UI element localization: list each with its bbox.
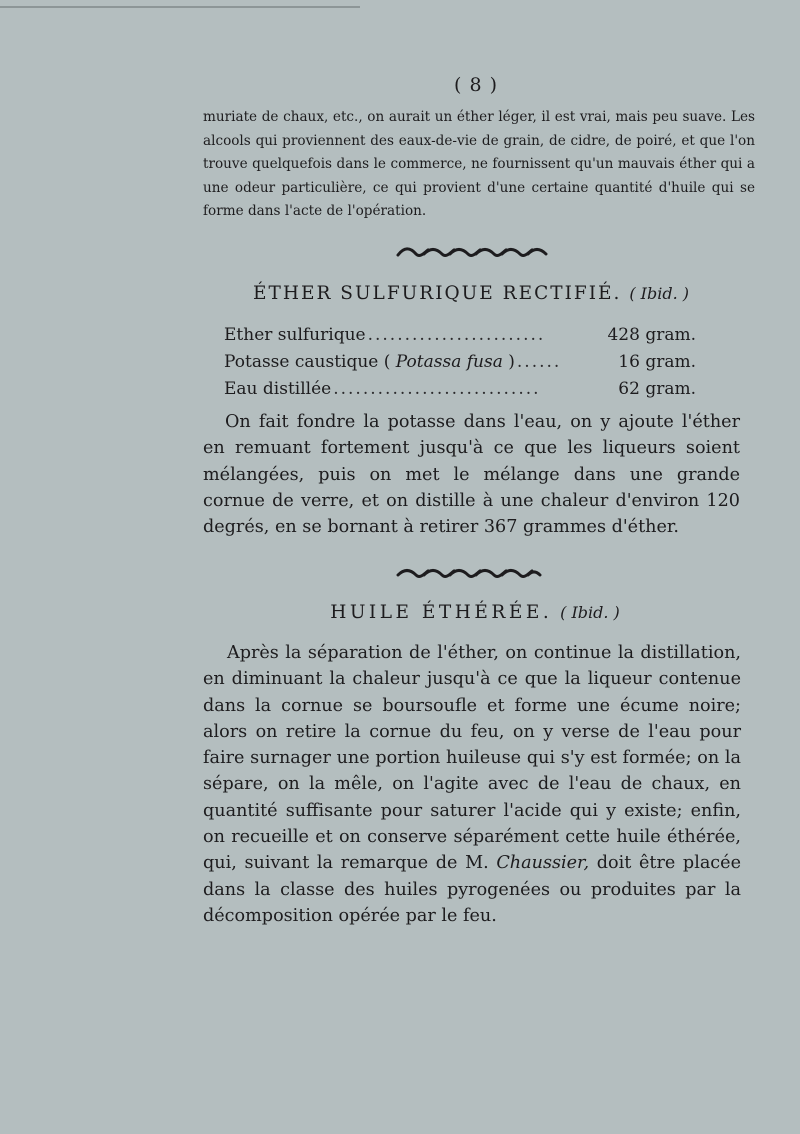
ingredient-name: Ether sulfurique (224, 325, 366, 345)
section-reference: ( Ibid. ) (629, 284, 689, 303)
oil-text-end: doit être placée dans la classe des huiles pyrogenées ou produites par la décomposition opérée par le feu. (203, 853, 741, 926)
ingredient-row (224, 376, 696, 403)
section-title: ÉTHER SULFURIQUE RECTIFIÉ. (253, 283, 622, 304)
ingredient-quantity: 16 gram. (618, 352, 696, 372)
intro-paragraph (203, 106, 755, 224)
section-title: HUILE ÉTHÉRÉE. (330, 602, 553, 623)
ingredient-list (224, 322, 696, 403)
author-name: Chaussier, (496, 853, 590, 874)
leader-dots: ...... (516, 352, 562, 372)
ether-procedure-paragraph: On fait fondre la potasse dans l'eau, on y ajoute l'éther en remuant fortement jusqu'à ce que les liqueurs soient mélangées, puis on met le mélange dans une grande cornue de verre, et on distille à une chaleur d'environ 120 degrés, en se bornant à retirer 367 grammes d'éther. (203, 412, 740, 538)
leader-dots: ........................ (367, 325, 546, 345)
oil-text-start: Après la séparation de l'éther, on continue la distillation, en diminuant la chaleur jusqu'à ce que la liqueur contenue dans la cornue se boursoufle et forme une écume noire; alors on retire la cornue du feu, on y verse de l'eau pour faire surnager une portion huileuse qui s'y est formée; on la sépare, on la mêle, on l'agite avec de l'eau de chaux, en quantité suffisante pour saturer l'acide qui y existe; enfin, on recueille et on conserve séparément cette huile éthérée, qui, suivant la remarque de M. (203, 643, 741, 874)
ornament-divider (396, 566, 542, 580)
intro-text: muriate de chaux, etc., on aurait un éther léger, il est vrai, mais peu suave. Les alcools qui proviennent des eaux-de-vie de grain, de cidre, de poiré, et que l'on trouve quelquefois dans le commerce, ne fournissent qu'un mauvais éther qui a une odeur particulière, ce qui provient d'une certaine quantité d'huile qui se forme dans l'acte de l'opération. (203, 109, 755, 219)
ingredient-name: Eau distillée (224, 379, 332, 399)
ingredient-quantity: 428 gram. (607, 325, 696, 345)
ingredient-row (224, 349, 696, 376)
wave-ornament-icon (396, 245, 548, 259)
ingredient-row (224, 322, 696, 349)
ingredient-latin-name: Potassa fusa (395, 352, 503, 372)
section-heading-oil (175, 602, 775, 623)
oil-procedure-paragraph (203, 640, 741, 929)
ingredient-quantity: 62 gram. (618, 379, 696, 399)
ornament-divider (396, 245, 548, 259)
page-number: ( 8 ) (454, 74, 498, 96)
ingredient-name (224, 349, 515, 376)
ingredient-name-end: ) (502, 352, 515, 372)
ingredient-name-start: Potasse caustique ( (224, 352, 396, 372)
page-edge-line (0, 6, 360, 8)
section-reference: ( Ibid. ) (560, 603, 620, 622)
section-heading-ether (171, 283, 771, 304)
wave-ornament-icon (396, 566, 542, 580)
leader-dots: ............................ (333, 379, 541, 399)
